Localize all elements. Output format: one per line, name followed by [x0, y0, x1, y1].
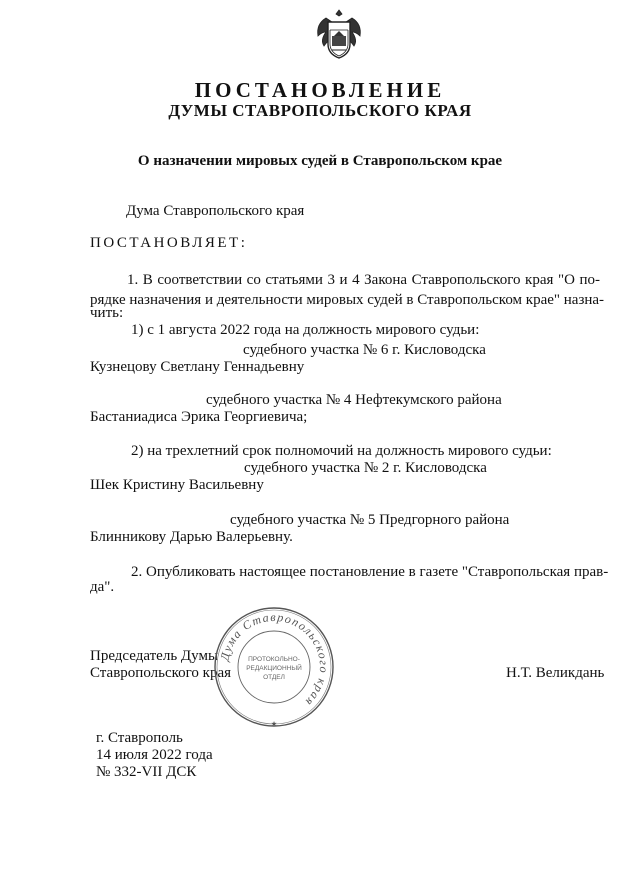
item1-line1: 1. В соответствии со статьями 3 и 4 Закона Ставропольского края "О по-: [127, 272, 600, 288]
appointee3-name: Шек Кристину Васильевну: [90, 477, 264, 493]
svg-text:★: ★: [270, 720, 278, 728]
svg-text:ПРОТОКОЛЬНО-: ПРОТОКОЛЬНО-: [248, 656, 300, 663]
appointee2-district: судебного участка № 4 Нефтекумского района: [206, 392, 502, 408]
item1-line2: рядке назначения и деятельности мировых судей в Ставропольском крае" назна-: [90, 292, 605, 308]
item2-line1: 2. Опубликовать настоящее постановление в газете "Ставропольская прав-: [131, 564, 609, 580]
appointee4-name: Блинникову Дарью Валерьевну.: [90, 529, 293, 545]
svg-text:ОТДЕЛ: ОТДЕЛ: [263, 674, 285, 681]
signatory-role-line1: Председатель Думы: [90, 648, 219, 664]
signatory-role-line2: Ставропольского края: [90, 665, 231, 681]
item1-line3: чить:: [90, 305, 124, 321]
issue-date: 14 июля 2022 года: [96, 747, 213, 763]
item1-sub1: 1) с 1 августа 2022 года на должность мирового судьи:: [131, 322, 480, 338]
document-subtitle: ДУМЫ СТАВРОПОЛЬСКОГО КРАЯ: [168, 101, 472, 120]
document-subject: О назначении мировых судей в Ставропольском крае: [137, 153, 503, 169]
item1-sub2: 2) на трехлетний срок полномочий на должность мирового судьи:: [131, 443, 552, 459]
signatory-name: Н.Т. Великдань: [506, 665, 605, 681]
appointee1-name: Кузнецову Светлану Геннадьевну: [90, 359, 305, 375]
document-number: № 332-VII ДСК: [96, 764, 197, 780]
intro-text: Дума Ставропольского края: [126, 203, 305, 219]
coat-of-arms-emblem: [312, 6, 366, 64]
appointee2-name: Бастаниадиса Эрика Георгиевича;: [90, 409, 308, 425]
appointee4-district: судебного участка № 5 Предгорного района: [230, 512, 510, 528]
item2-line2: да".: [90, 579, 115, 595]
appointee3-district: судебного участка № 2 г. Кисловодска: [244, 460, 487, 476]
document-title: ПОСТАНОВЛЕНИЕ: [194, 78, 446, 102]
issue-city: г. Ставрополь: [96, 730, 183, 746]
svg-text:РЕДАКЦИОННЫЙ: РЕДАКЦИОННЫЙ: [246, 665, 302, 672]
decree-heading: ПОСТАНОВЛЯЕТ:: [90, 235, 248, 251]
svg-text:Дума Ставропольского края: Дума Ставропольского края: [217, 609, 332, 710]
official-stamp: [212, 605, 336, 729]
appointee1-district: судебного участка № 6 г. Кисловодска: [243, 342, 486, 358]
